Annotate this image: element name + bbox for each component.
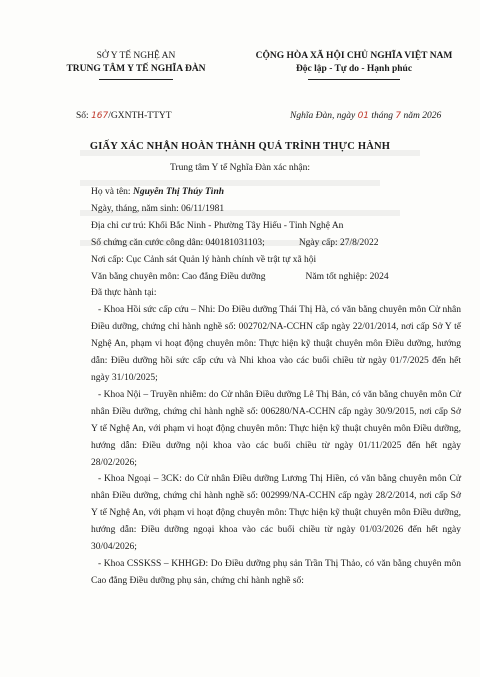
agency-name: SỞ Y TẾ NGHỆ AN	[96, 51, 176, 61]
national-motto: Độc lập - Tự do - Hạnh phúc	[295, 64, 413, 74]
practice-entry-icu-pediatrics: - Khoa Hồi sức cấp cứu – Nhi: Do Điều dưỡng Thái Thị Hà, có văn bằng chuyên môn Cử nhân Điều dưỡng, chứng chỉ hành nghề số: 002702/NA-CCHN cấp ngày 22/01/2014, nơi cấp Sở Y tế Nghệ An, phạm vi hoạt động chuyên môn: Thực hiện kỹ thuật chuyên môn Điều dưỡng, hướng dẫn: Điều dưỡng hồi sức cấp cứu và Nhi khoa vào các buổi chiều từ ngày 01/7/2025 đến hết ngày 31/10/2025;	[91, 305, 461, 383]
full-name-line	[91, 184, 461, 201]
id-line	[91, 235, 461, 252]
issuing-agency-block	[56, 50, 216, 80]
doc-number-prefix: Số:	[76, 111, 92, 121]
document-body	[91, 184, 461, 590]
confirmation-line: Trung tâm Y tế Nghĩa Đàn xác nhận:	[169, 163, 311, 173]
degree: Văn bằng chuyên môn: Cao đẳng Điều dưỡng	[91, 271, 266, 282]
doc-number-suffix: /GXNTH-TTYT	[108, 111, 172, 121]
date-prefix: Nghĩa Đàn, ngày	[290, 111, 358, 121]
graduation-year: Năm tốt nghiệp: 2024	[305, 271, 389, 282]
national-title-block	[238, 50, 470, 80]
document-number	[76, 111, 172, 121]
degree-line	[91, 269, 461, 286]
document-header	[0, 50, 480, 110]
name-label: Họ và tên:	[91, 187, 133, 197]
date-middle: tháng	[369, 111, 396, 121]
residence-address: Địa chỉ cư trú: Khối Bắc Ninh - Phường Tây Hiếu - Tỉnh Nghệ An	[91, 220, 344, 231]
document-title: GIẤY XÁC NHẬN HOÀN THÀNH QUÁ TRÌNH THỰC HÀNH	[89, 141, 391, 152]
national-title: CỘNG HÒA XÃ HỘI CHỦ NGHĨA VIỆT NAM	[255, 51, 453, 61]
full-name: Nguyễn Thị Thúy Tình	[132, 187, 225, 197]
id-issue-place: Nơi cấp: Cục Cảnh sát Quản lý hành chính về trật tự xã hội	[91, 254, 317, 265]
practice-entry-internal-medicine: - Khoa Nội – Truyền nhiễm: do Cử nhân Điều dưỡng Lê Thị Bản, có văn bằng chuyên môn Cử nhân Điều dưỡng, chứng chỉ hành nghề số: 006280/NA-CCHN cấp ngày 30/9/2015, nơi cấp Sở Y tế Nghệ An, với phạm vi hoạt động chuyên môn: Thực hiện kỹ thuật chuyên môn Điều dưỡng, hướng dẫn: Điều dưỡng nội khoa vào các buổi chiều từ ngày 01/11/2025 đến hết ngày 28/02/2026;	[91, 389, 461, 468]
practice-entry-surgery: - Khoa Ngoại – 3CK: do Cử nhân Điều dưỡng Lương Thị Hiền, có văn bằng chuyên môn Cử nhân Điều dưỡng, chứng chỉ hành nghề số: 002999/NA-CCHN cấp ngày 28/2/2014, nơi cấp Sở Y tế Nghệ An, với phạm vi hoạt động chuyên môn: Thực hiện kỹ thuật chuyên môn Điều dưỡng, hướng dẫn: Điều dưỡng ngoại khoa vào các buổi chiều từ ngày 01/03/2026 đến hết ngày 30/04/2026;	[91, 474, 461, 553]
id-number: Số chứng căn cước công dân: 040181031103;	[91, 237, 265, 248]
id-issue-date: Ngày cấp: 27/8/2022	[298, 237, 379, 248]
practiced-at-label: Đã thực hành tại:	[91, 288, 157, 299]
place-and-date	[290, 111, 441, 121]
handwritten-doc-number: 167	[91, 111, 109, 121]
practice-entry-reproductive-health: - Khoa CSSKSS – KHHGĐ: Do Điều dưỡng phụ sản Trần Thị Thảo, có văn bằng chuyên môn Cao đẳng Điều dưỡng phụ sản, chứng chỉ hành nghề số:	[91, 558, 461, 586]
date-of-birth: Ngày, tháng, năm sinh: 06/11/1981	[91, 203, 225, 214]
header-underline-right	[308, 79, 400, 80]
handwritten-day: 01	[357, 111, 370, 121]
handwritten-month: 7	[395, 111, 402, 121]
header-underline-left	[99, 79, 173, 80]
date-suffix: năm 2026	[401, 111, 442, 121]
organization-name: TRUNG TÂM Y TẾ NGHĨA ĐÀN	[66, 64, 206, 74]
